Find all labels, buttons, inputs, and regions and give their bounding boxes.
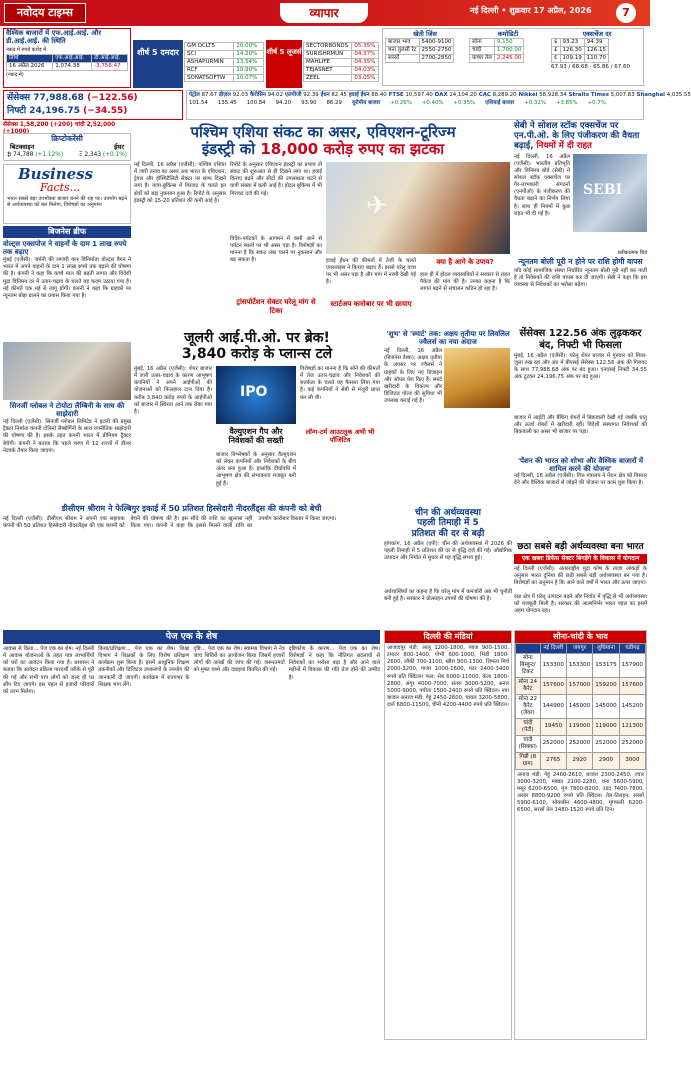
index-value: 82.45 [331, 92, 347, 98]
bullion-header: चंडीगढ़ [619, 644, 645, 654]
asia-market-label: एशियाई बाजार [485, 99, 515, 106]
farm-item: चना तुलसी रेट [386, 47, 420, 55]
commodity-item: कच्चा तेल [470, 54, 495, 62]
farm-item: बाजार भाव [386, 39, 420, 47]
bullion-price: 144900 [540, 694, 566, 718]
newspaper-logo: नवोदय टाइम्स [4, 3, 86, 23]
index-name: पेट्रोल [189, 92, 200, 98]
index-name: हवाई ईंधन [348, 92, 370, 98]
lead-col-1: नई दिल्ली, 16 अप्रैल (एजेंसी): पश्चिम एशिया में जारी तनाव का असर अब भारत के एविएशन, ट्रेवल और हॉस्पिटैलिटी सेक्टर पर साफ दिखने लगा है। यात्रा-बुकिंग्स में गिरावट के चलते इन क्षेत्रों को बड़ा नुकसान हुआ है। रिपोर्ट के अनुसार इंडस्ट्री को 15-20 प्रतिशत की कमी आई है। [134, 162, 226, 204]
ipo-headline-2: 3,840 करोड़ के प्लान्स टले [181, 346, 333, 363]
china-headline-1: चीन की अर्थव्यवस्था [415, 508, 481, 518]
commodity-item: चांदी [470, 47, 495, 55]
ether-change: (+0.1%) [102, 151, 127, 158]
forex-extra: 67.93 [551, 63, 567, 70]
crypto-box [3, 133, 131, 161]
sensex-body-2: बाजार में आईटी और बैंकिंग शेयरों में बिकवाली देखी गई जबकि धातु और ऊर्जा शेयरों में खरीदारी रही। विदेशी संस्थागत निवेशकों की बिकवाली का असर भी बाजार पर पड़ा। [514, 415, 647, 436]
index-item [349, 92, 387, 99]
gainer-pct: 13.54% [234, 58, 264, 66]
china-headline-2: पहली तिमाही में 5 [417, 518, 479, 529]
shubh-headline: 'शुभ' से 'स्मार्ट' तक: अक्षय तृतीया पर लिवलिल ज्वैलर्स का नया अंदाज [386, 330, 510, 347]
economy-body: नई दिल्ली (एजेंसी): अंतरराष्ट्रीय मुद्रा कोष के ताजा आंकड़ों के अनुसार भारत दुनिया की छठी सबसे बड़ी अर्थव्यवस्था बन गया है। विशेषज्ञों का अनुमान है कि आने वाले वर्षों में भारत और ऊपर जाएगा। [514, 565, 647, 587]
ether-value: 2,343 [84, 151, 102, 158]
commodities-box: खेती जिंस बाजार भाव 5400-9100 चना तुलसी रेट 2550-2750 सरसों 2700-2850 कमोडिटी सोना 9,150 चांदी 1,700.00 कच्चा तेल 2,245.00 एक्सचेंज दर $ 93.23 94.39 £ 126.30 126.15 € 109.19 110.70 67.93 / 68.68 · 65.86 / 67.60 [382, 28, 644, 86]
bullion-header [516, 644, 541, 654]
sensex-change: (−122.56) [87, 93, 138, 103]
grain-mandi-text: अनाज मंडी: गेहूं 2460-2610, बाजरा 2300-2450, ज्वार 3000-3200, मक्का 2100-2280, चना 5600-5900, मसूर 6200-6500, मूंग 7800-8200, उड़द 7400-7800, अरहर 8800-9200 रुपये प्रति क्विंटल। तेल-तिलहन: सरसों 5900-6100, सोयाबीन 4600-4800, मूंगफली 6200-6500, सरसों तेल 1480-1520 रुपये प्रति टिन। [517, 771, 644, 814]
farm-commodity-title: खेती जिंस [413, 30, 437, 38]
silver-rate: चांदी 2,52,000 (+1000) [3, 122, 116, 136]
gainer-name: RCF [185, 66, 234, 74]
bullion-table [515, 643, 646, 770]
business-facts-box [3, 164, 131, 224]
index-value: 4,035.55 [666, 92, 691, 98]
airplane-icon: ✈ [366, 191, 388, 221]
shubh-story [384, 330, 512, 506]
bullion-price: 2900 [593, 752, 619, 769]
brief-synergy [3, 402, 131, 502]
business-facts-title: Business [18, 165, 94, 183]
index-value: 8,289.20 [492, 92, 517, 98]
loser-pct: 03.05% [352, 74, 379, 82]
index-name: एलपीजी [285, 92, 302, 98]
ipo-subhead-2: लॉन्ग-टर्म आउटलुक अभी भी पॉजिटिव [305, 428, 375, 445]
brief-volkswagen [3, 240, 131, 340]
index-name: Straits Times [568, 92, 609, 98]
forex-buy: 93.23 [560, 39, 584, 47]
fii-head-fii: एफ.आई.आई. [53, 54, 92, 62]
bullion-price: 145200 [619, 694, 645, 718]
bullion-price: 157600 [540, 677, 566, 694]
bullion-price: 252000 [593, 735, 619, 752]
index-change: +0.32% [524, 99, 546, 106]
bullion-line [3, 122, 131, 136]
brief-body: नई दिल्ली (एजेंसी): डीसीएम श्रीराम ने अपनी एक सहायक कंपनी की 50 प्रतिशत हिस्सेदारी नीदरलैंड्स की एक कंपनी को बेचने की घोषणा की है। इस सौदे की राशि का खुलासा नहीं किया गया। कंपनी ने कहा कि इससे मिलने वाली राशि का उपयोग कारोबार विस्तार में किया जाएगा। [3, 515, 337, 529]
bullion-box [514, 630, 647, 1040]
china-body: हांगकांग, 16 अप्रैल (एपी): चीन की अर्थव्यवस्था में 2026 की पहली तिमाही में 5 प्रतिशत की दर से वृद्धि दर्ज की गई। औद्योगिक उत्पादन और निर्यात में सुधार से यह वृद्धि संभव हुई। [384, 541, 512, 562]
index-item [250, 92, 283, 99]
commodity-price: 9,150 [494, 39, 524, 47]
bullion-price: 2765 [540, 752, 566, 769]
ether-label: ईथर [113, 143, 124, 152]
bullion-price: 252000 [540, 735, 566, 752]
commodity-price: 1,700.00 [494, 47, 524, 55]
section-title: व्यापार [280, 3, 368, 23]
bullion-price: 159200 [593, 677, 619, 694]
fii-dii-headline: वैश्विक बाजारों में एफ.आई.आई. और डी.आई.आई. की स्थिति [6, 29, 101, 45]
bitcoin-icon: ₿ [7, 151, 12, 158]
index-row2: 94.20 [275, 99, 292, 106]
bullion-price: 121300 [619, 718, 645, 735]
nifty-change: (−34.55) [83, 106, 128, 117]
delhi-mandi-title: दिल्ली की मंडियां [385, 631, 511, 643]
index-row2: 86.29 [326, 99, 342, 106]
brief-body: नई दिल्ली (एजेंसी): सिनर्जी ग्लोबल लिमिटेड ने इटली की प्रमुख ट्रैक्टर निर्माता कंपनी टोनिनो लैम्बोर्गिनी के साथ रणनीतिक साझेदारी की घोषणा की है। इसके तहत कंपनी भारत में प्रीमियम ट्रैक्टर बेचेगी। कंपनी ने बताया कि पहले चरण में 12 राज्यों में डीलर नेटवर्क तैयार किया जाएगा। [3, 419, 131, 454]
nifty-label: निफ्टी [7, 106, 27, 117]
sebi-body: नई दिल्ली, 16 अप्रैल (एजेंसी): भारतीय प्रतिभूति और विनिमय बोर्ड (सेबी) ने सोशल स्टॉक एक्सचेंज पर गैर-लाभकारी संगठनों (एनपीओ) के पंजीकरण की वैधता बढ़ाने का निर्णय लिया है। साथ ही नियमों में कुछ राहत भी दी गई है। [514, 153, 570, 217]
pension-subhead: 'पेंशन की भारत को शोभा और वैश्विक बाजारों में शामिल करने की योजना' [517, 457, 644, 474]
loser-name: SECTORBONDS [304, 43, 352, 51]
shubh-body: नई दिल्ली, 16 अप्रैल (बिजनेस डेस्क): अक्षय तृतीया के अवसर पर ज्वैलर्स ने ग्राहकों के लिए नए डिजाइन और ऑफर पेश किए हैं। स्मार्ट खरीदारी के विकल्प और डिजिटल गोल्ड की सुविधा भी उपलब्ध कराई गई है। [384, 348, 442, 405]
forex-symbol: € [552, 54, 561, 62]
crypto-title: क्रिप्टोकरेंसी [51, 134, 83, 143]
index-item [479, 92, 517, 99]
economy-subhead: एक खबरः डिफेंस सेक्टर बिगड़ेंगे के विकास में योगदान [514, 554, 647, 564]
ipo-body-1: मुंबई, 16 अप्रैल (एजेंसी): शेयर बाजार में जारी उतार-चढ़ाव के कारण आभूषण कंपनियों ने अपने आईपीओ की योजनाओं को फिलहाल टाल दिया है। करीब 3,840 करोड़ रुपये के आईपीओ को बाजार में स्थिरता आने तक रोका गया है। [134, 366, 212, 415]
forex-extra: 65.86 [593, 63, 609, 70]
index-item [389, 92, 433, 99]
commodity-price: 2,245.00 [494, 54, 524, 62]
lead-subhead-transport: ट्रांसपोर्टेशन सेक्टर घरेलू मांग से टिका [236, 298, 316, 315]
bullion-item: चांदी (सिक्का) [516, 735, 541, 752]
gainer-name: GM DCLT5 [185, 43, 234, 51]
loser-pct: 05.35% [352, 43, 379, 51]
global-indices-strip [186, 90, 691, 120]
ipo-subhead: वैल्युएशन गैप और निवेशकों की सख्ती [228, 427, 284, 445]
forex-sell: 110.70 [584, 54, 608, 62]
sebi-headline-red: नियमों में दी राहत [536, 140, 592, 151]
index-item [219, 92, 248, 99]
farm-item: सरसों [386, 54, 420, 62]
gainer-name: SONATSOFTW [185, 74, 234, 82]
sebi-headline: सेबी ने सोशल स्टॉक एक्सचेंज पर एन.पी.ओ. के लिए पंजीकरण की वैधता बढ़ाई, [514, 121, 640, 151]
index-item [285, 92, 319, 99]
china-story [384, 508, 512, 628]
bullion-price: 153300 [566, 653, 592, 677]
fii-dii-table [6, 54, 128, 71]
bullion-title: सोना-चांदी के भाव [515, 631, 646, 643]
lead-col-5: हाल ही में होटल व्यवसायियों ने सरकार से राहत पैकेज की मांग की है। उनका कहना है कि लागत बढ़ने से संचालन कठिन हो रहा है। [420, 272, 510, 293]
forex-extra: 68.68 [572, 63, 588, 70]
lead-col-4: हवाई ईंधन की कीमतों में तेजी के चलते एयरलाइंस ने किराए बढ़ाए हैं। इससे घरेलू यात्रा पर भी असर पड़ा है और मांग में नरमी देखी गई है। [326, 258, 416, 286]
business-facts-text: भारत सबसे बड़ा उपभोक्ता बाजार बनने की राह पर। उपभोग बढ़ने से अर्थव्यवस्था को बल मिलेगा, विशेषज्ञों का अनुमान। [7, 195, 127, 209]
index-name: Shanghai [636, 92, 666, 98]
dii-value: -3,756.47 [92, 62, 128, 70]
sebi-body-3: यदि कोई सामाजिक संस्था निर्धारित न्यूनतम बोली पूरी नहीं कर पाती है तो निवेशकों की राशि वापस कर दी जाएगी। सेबी ने कहा कि इस व्यवस्था से निवेशकों का भरोसा बढ़ेगा। [514, 267, 647, 288]
index-row2: 101.54 [189, 99, 208, 106]
bitcoin-label: बिटक्वाइन [10, 143, 35, 152]
sebi-subhead: न्यूनतम बोली पूरी न होने पर राशि होगी वापस [518, 256, 643, 266]
sensex-body: मुंबई, 16 अप्रैल (एजेंसी): घरेलू शेयर बाजार में गुरुवार को मिला-जुला रुख रहा और अंत में बीएसई सेंसेक्स 122.56 अंक की गिरावट के साथ 77,988.68 अंक पर बंद हुआ। एनएसई निफ्टी 34.55 अंक टूटकर 24,196.75 अंक पर बंद हुआ। [514, 353, 647, 381]
fii-date: 16 अप्रैल 2026 [7, 62, 53, 70]
ipo-headline-1: जूलरी आई.पी.ओ. पर ब्रेक! [184, 330, 330, 346]
continued-col-2: किया/प्रशिक्षण... पेज एक का शेष। शिक्षा विभाग ने शिक्षकों के लिए विशेष प्रशिक्षण कार्यक्रम शुरू किया है। इसमें आधुनिक शिक्षण तकनीकों और डिजिटल उपकरणों के उपयोग की जानकारी दी जाएगी। कार्यक्रम में राज्यभर के शिक्षक भाग लेंगे। [98, 646, 190, 688]
top-losers-label: शीर्ष 5 लूजर्स [266, 40, 302, 88]
bullion-price: 2920 [566, 752, 592, 769]
index-change: +0.35% [453, 99, 476, 106]
fii-cash-label: (नकद में) [6, 71, 24, 78]
commodity-table [469, 38, 524, 63]
brief-headline: सिनर्जी ग्लोबल ने टोयोटा लैम्बिनी के साथ की साझेदारी [9, 402, 125, 419]
index-item [637, 92, 691, 99]
bullion-price: 145000 [593, 694, 619, 718]
gainer-pct: 10.07% [234, 74, 264, 82]
bullion-price: 153175 [593, 653, 619, 677]
index-item [189, 92, 217, 99]
top-losers-table [303, 42, 379, 82]
forex-sell: 126.15 [584, 47, 608, 55]
bullion-item: सोना बिस्कुट/टिकट [516, 653, 541, 677]
gainer-pct: 20.00% [234, 43, 264, 51]
sebi-logo-icon: SEBI [583, 181, 623, 198]
brief-photo [3, 342, 131, 400]
index-name: Nikkei [518, 92, 538, 98]
fii-dii-box [3, 28, 131, 88]
brief-dcm [3, 504, 380, 628]
forex-extra: 67.60 [614, 63, 630, 70]
ipo-photo [216, 366, 296, 424]
index-box [3, 90, 183, 120]
farm-price: 2550-2750 [419, 47, 454, 55]
index-name: DAX [434, 92, 448, 98]
loser-pct: 04.37% [352, 50, 379, 58]
lead-col-2: रिपोर्ट के अनुसार एविएशन इंडस्ट्री का प्रभाव तो संकट की शुरुआत से ही दिखने लगा था। हवाई किराए बढ़ने और सीटों की उपलब्धता घटने से यात्री संख्या में कमी आई है। होटल बुकिंग्स में भी गिरावट दर्ज की गई। [230, 162, 322, 197]
bullion-item: चांदी (पेटी) [516, 718, 541, 735]
lead-headline-2b: 18,000 करोड़ रुपए का झटका [260, 140, 445, 159]
gainer-name: SCI [185, 50, 234, 58]
sensex-story [514, 328, 647, 540]
farm-price: 5400-9100 [419, 39, 454, 47]
china-headline-3: प्रतिशत की दर से बढ़ी [411, 528, 485, 539]
gainer-pct: 10.90% [234, 66, 264, 74]
forex-buy: 126.30 [560, 47, 584, 55]
bullion-price: 3000 [619, 752, 645, 769]
gainer-name: ASHAPURMIN [185, 58, 234, 66]
jewellery-photo [444, 348, 510, 408]
brief-headline: वोल्ट्स एक्सपोज ने वाहनों के दाम 1 लाख रुपये तक बढ़ाए [3, 240, 127, 257]
lead-story [134, 124, 512, 324]
lead-headline-2a: इंडस्ट्री को [201, 140, 261, 159]
fii-head-dii: डी.आई.आई. [92, 54, 128, 62]
bullion-price: 252000 [619, 735, 645, 752]
index-change: +0.7% [587, 99, 606, 106]
index-item [435, 92, 477, 99]
economy-body-2: रक्षा क्षेत्र में घरेलू उत्पादन बढ़ने और निर्यात में वृद्धि से भी अर्थव्यवस्था को मजबूती मिली है। सरकार की आत्मनिर्भर भारत पहल का इसमें अहम योगदान रहा। [514, 593, 647, 615]
bullion-item: गिन्नी (8 ग्राम) [516, 752, 541, 769]
brief-body: मुंबई (एजेंसी): जर्मनी की लग्जरी कार विनिर्माता वोल्ट्स वैगन ने भारत में अपने वाहनों के दाम 1 लाख रुपये तक बढ़ाने की घोषणा की है। कंपनी ने कहा कि कच्चे माल की बढ़ती लागत और विदेशी मुद्रा विनिमय दर में उतार-चढ़ाव के चलते यह कदम उठाया गया है। नई कीमतें एक मई से लागू होंगी। कंपनी ने कहा कि ग्राहकों पर न्यूनतम बोझ डालने का प्रयास किया गया है। [3, 257, 131, 299]
continued-stories [3, 646, 380, 1040]
loser-name: ZEEL [304, 74, 352, 82]
business-facts-subtitle: Facts... [40, 180, 81, 194]
farm-commodity-table [385, 38, 454, 63]
bullion-header: लुधियाना [593, 644, 619, 654]
fii-head-date: तिथि [7, 54, 53, 62]
delhi-mandi-box [384, 630, 512, 1040]
index-value: 87.67 [201, 92, 217, 98]
forex-symbol: £ [552, 47, 561, 55]
index-item [569, 92, 635, 99]
continued-col-4: दृष्टिकोण के कारण... पेज एक का शेष। विशेषज्ञों ने कहा कि नीतिगत बदलावों से निवेशकों का भरोसा बढ़ा है और आने वाले महीनों में विकास की गति तेज होने की उम्मीद है। [288, 646, 380, 681]
sensex-headline-1: सेंसेक्स 122.56 अंक लुढ़ककर [519, 328, 642, 339]
gainer-pct: 14.20% [234, 50, 264, 58]
bullion-price: 119000 [566, 718, 592, 735]
bitcoin-value: 74,788 [13, 151, 34, 158]
forex-title: एक्सचेंज दर [582, 30, 612, 38]
china-body-2: अर्थशास्त्रियों का कहना है कि घरेलू मांग में कमजोरी अब भी चुनौती बनी हुई है। सरकार ने प्रोत्साहन उपायों की घोषणा की है। [384, 589, 512, 603]
sensex-value: 77,988.68 [33, 93, 84, 103]
lead-subhead-startup: स्टार्टअप कारोबार पर भी छायाए [330, 300, 412, 308]
bullion-price: 19450 [540, 718, 566, 735]
forex-table [551, 38, 609, 63]
commodity-item: सोना [470, 39, 495, 47]
lead-headline-1: पश्चिम एशिया संकट का असर, एविएशन-टूरिज्म [190, 123, 456, 141]
loser-pct: 04.03% [352, 66, 379, 74]
pension-body: नई दिल्ली, 16 अप्रैल (एजेंसी): वित्त मंत्रालय ने पेंशन क्षेत्र को विस्तार देने और वैश्विक बाजारों से जोड़ने की योजना पर काम शुरू किया है। [514, 473, 647, 487]
index-value: 5,007.83 [610, 92, 635, 98]
bullion-price: 157600 [619, 677, 645, 694]
sensex-headline-2: बंद, निफ्टी भी फिसला [539, 339, 622, 351]
page-number: 7 [616, 3, 636, 23]
delhi-mandi-text: आजादपुर मंडी: आलू 1200-1800, प्याज 900-1500, टमाटर 800-1400, गोभी 600-1000, भिंडी 1800-2600, लौकी 700-1100, खीरा 900-1300, शिमला मिर्च 2000-3200, गाजर 1000-1600, मटर 2400-3400 रुपये प्रति क्विंटल। फल: सेब 6000-11000, केला 1800-2800, अंगूर 4000-7000, संतरा 3000-5200, अनार 5000-9000, पपीता 1500-2400 रुपये प्रति क्विंटल। नया बाजार अनाज मंडी: गेहूं 2450-2600, चावल 3200-5800, दालें 6800-11500, चीनी 4200-4400 रुपये प्रति क्विंटल। [387, 645, 509, 709]
bullion-price: 157000 [566, 677, 592, 694]
loser-name: TEJASNET [304, 66, 352, 74]
gold-rate: सेंसेक्स 1,58,200 (+200) [3, 122, 73, 128]
sebi-story [514, 122, 647, 324]
dateline: नई दिल्ली • शुक्रवार 17 अप्रैल, 2026 [470, 6, 592, 15]
index-change: +0.26% [390, 99, 412, 106]
sebi-caption: प्रतीकात्मक चित्र [617, 249, 647, 256]
index-item [519, 92, 567, 99]
forex-buy: 109.19 [560, 54, 584, 62]
forex-sell: 94.39 [584, 39, 608, 47]
euro-market-label: यूरोपीय बाजार [351, 99, 381, 106]
loser-name: MAHLIFE [304, 58, 352, 66]
continued-col-3: दृष्टि... पेज एक का शेष। स्वास्थ्य विभाग ने नेत्र जांच शिविरों का आयोजन किया जिसमें हजारों लोगों की आंखों की जांच की गई। जरूरतमंदों को मुफ्त चश्मे और दवाइयां वितरित की गईं। [193, 646, 285, 674]
bitcoin-change: (+1.12%) [35, 151, 64, 158]
economy-headline: छठा सबसे बड़ी अर्थव्यवस्था बना भारत [517, 542, 644, 552]
fii-dii-sub: नकद मे रुपये करोड़ में [6, 46, 47, 53]
index-change: +3.85% [556, 99, 578, 106]
index-row2: 100.84 [246, 99, 266, 106]
business-brief-title: बिजनेस ब्रीफ [3, 226, 131, 238]
loser-pct: 04.35% [352, 58, 379, 66]
index-name: ईंधन [320, 92, 330, 98]
forex-symbol: $ [552, 39, 561, 47]
index-change: +0.40% [421, 99, 444, 106]
fii-value: 1,074.38 [53, 62, 92, 70]
bullion-header: नई दिल्ली [540, 644, 566, 654]
index-value: 10,597.40 [405, 92, 433, 98]
sebi-photo [573, 154, 647, 232]
ipo-graphic-icon: IPO [240, 384, 268, 400]
brief-headline: डीसीएम श्रीराम ने फेल्बिगुर इकाई में 50 प्रतिशत हिस्सेदारी नीदरलैंड्स की कंपनी को बेची [61, 504, 322, 513]
index-value: 92.39 [303, 92, 319, 98]
bullion-price: 119000 [593, 718, 619, 735]
index-name: डीज़ल [219, 92, 231, 98]
index-name: कैरोसिन [250, 92, 266, 98]
continued-col-1: आवास से किया... पेज एक का शेष। नई दिल्ली में आवास योजनाओं के तहत पात्र लाभार्थियों को घरों का आवंटन किया गया है। प्रशासन ने बताया कि आवेदन प्रक्रिया पारदर्शी तरीके से पूरी की गई और सभी पात्र लोगों को जल्द ही घर सौंप दिए जाएंगे। इस पहल से हजारों परिवारों को लाभ मिलेगा। [3, 646, 95, 695]
loser-name: SURISHRMUN [304, 50, 352, 58]
index-value: 24,104.20 [449, 92, 477, 98]
ether-icon: Ξ [78, 151, 83, 158]
bullion-header: जयपुर [566, 644, 592, 654]
lead-subhead-measures: क्या है आगे के उपाय? [436, 258, 494, 266]
ipo-body-2: विशेषज्ञों का मानना है कि सोने की कीमतों में तेज उतार-चढ़ाव और निवेशकों की सतर्कता के चलते यह फैसला लिया गया है। कई कंपनियों ने सेबी से मंजूरी प्राप्त कर ली थी। [300, 366, 380, 401]
bullion-price: 252000 [566, 735, 592, 752]
index-item [321, 92, 347, 99]
top-gainers-label: शीर्ष 5 दमदार [133, 40, 183, 88]
bullion-item: सोना 22 कैरेट (जेवर) [516, 694, 541, 718]
continued-section-title: पेज एक के शेष [3, 630, 380, 644]
nifty-value: 24,196.75 [29, 106, 80, 117]
index-row2: 93.90 [301, 99, 317, 106]
sensex-label: सेंसेक्स [7, 93, 31, 103]
bullion-item: सोना 24 कैरेट [516, 677, 541, 694]
ipo-body-3: बाजार विश्लेषकों के अनुसार वैल्युएशन को लेकर कंपनियों और निवेशकों के बीच अंतर बना हुआ है। हालांकि दीर्घावधि में आभूषण क्षेत्र की संभावनाएं मजबूत बनी हुई हैं। [216, 452, 296, 487]
index-value: 94.02 [267, 92, 284, 98]
lead-col-3: विदेश-पर्यटकों के आगमन में कमी आने से पर्यटन स्थलों पर भी असर पड़ा है। विशेषज्ञों का मानना है कि संकट लंबा चलने पर नुकसान और बढ़ सकता है। [230, 236, 322, 264]
bullion-price: 145000 [566, 694, 592, 718]
bullion-price: 153300 [540, 653, 566, 677]
economy-story [514, 542, 647, 628]
airport-photo [326, 162, 510, 254]
top-gainers-table [184, 42, 264, 82]
index-row2: 135.45 [217, 99, 237, 106]
commodity-title: कमोडिटी [497, 30, 519, 38]
farm-price: 2700-2850 [419, 54, 454, 62]
index-value: 88.40 [371, 92, 387, 98]
bullion-price: 157900 [619, 653, 645, 677]
index-name: CAC [478, 92, 491, 98]
index-value: 58,928.34 [539, 92, 567, 98]
index-value: 92.03 [232, 92, 249, 98]
index-name: FTSE [388, 92, 404, 98]
